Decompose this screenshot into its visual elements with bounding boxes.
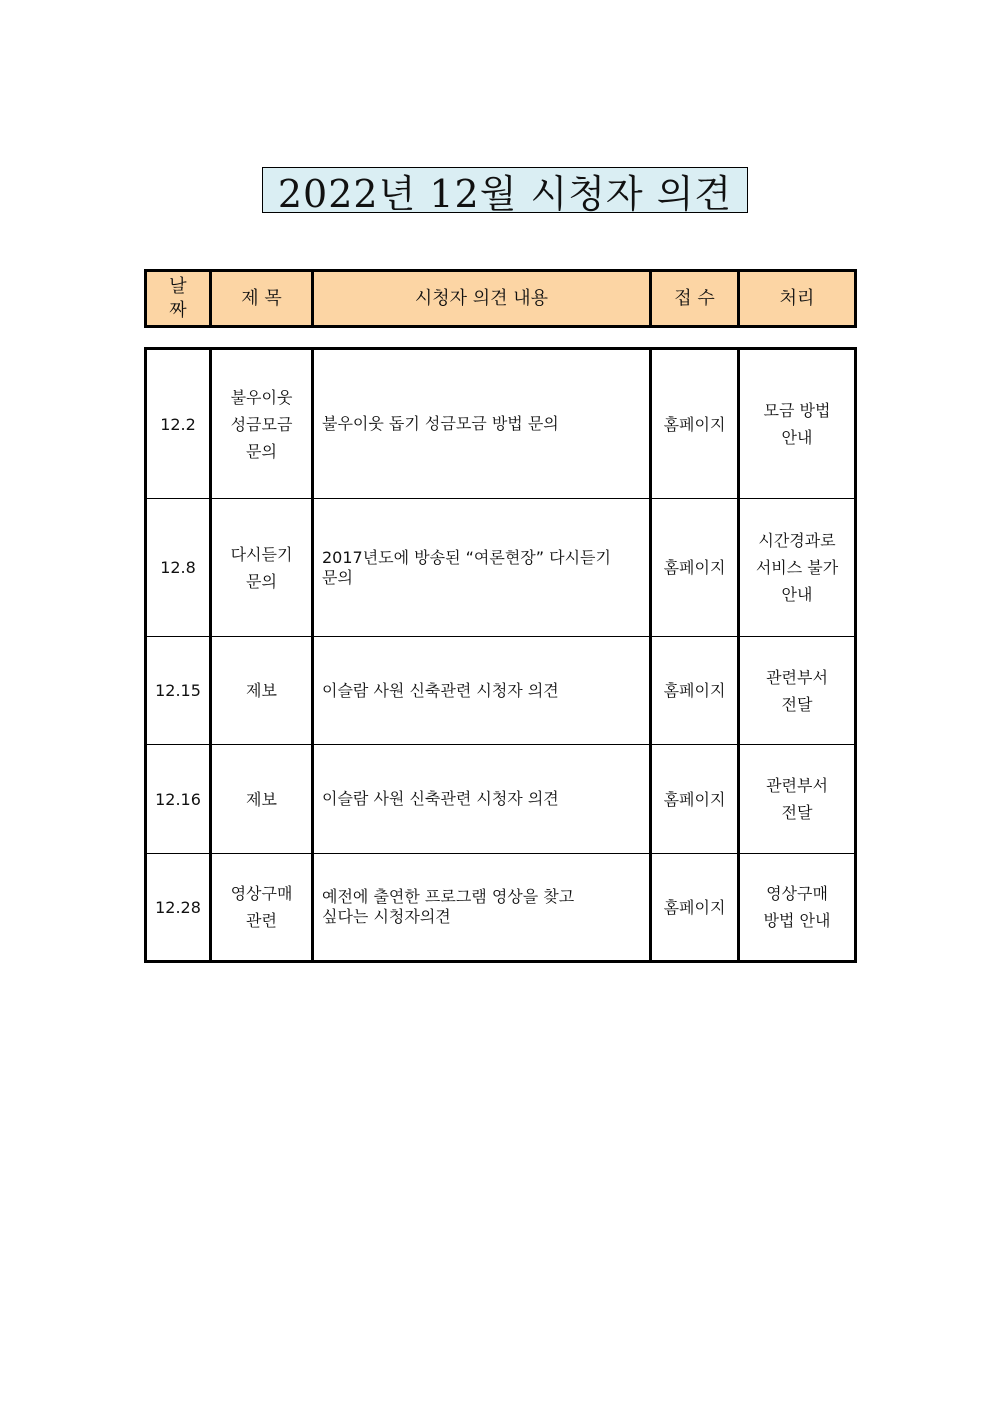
header-handling: 처리 xyxy=(739,271,856,327)
channel-cell: 홈페이지 xyxy=(651,854,739,962)
header-content: 시청자 의견 내용 xyxy=(313,271,651,327)
content-cell: 이슬람 사원 신축관련 시청자 의견 xyxy=(313,745,651,854)
date-cell: 12.2 xyxy=(146,349,211,499)
handling-cell: 관련부서 전달 xyxy=(739,745,856,854)
subject-cell: 영상구매 관련 xyxy=(211,854,313,962)
handling-cell: 모금 방법 안내 xyxy=(739,349,856,499)
content-cell: 불우이웃 돕기 성금모금 방법 문의 xyxy=(313,349,651,499)
date-cell: 12.15 xyxy=(146,637,211,745)
handling-cell: 시간경과로 서비스 불가 안내 xyxy=(739,499,856,637)
channel-cell: 홈페이지 xyxy=(651,637,739,745)
subject-cell: 제보 xyxy=(211,745,313,854)
channel-cell: 홈페이지 xyxy=(651,349,739,499)
table-header xyxy=(144,269,857,328)
content-cell: 이슬람 사원 신축관련 시청자 의견 xyxy=(313,637,651,745)
table-row xyxy=(146,349,856,499)
header-date: 날 짜 xyxy=(146,271,211,327)
header-channel: 접 수 xyxy=(651,271,739,327)
table-row xyxy=(146,854,856,962)
channel-cell: 홈페이지 xyxy=(651,745,739,854)
subject-cell: 다시듣기 문의 xyxy=(211,499,313,637)
table-row xyxy=(146,637,856,745)
content-cell: 2017년도에 방송된 “여론현장” 다시듣기 문의 xyxy=(313,499,651,637)
handling-cell: 관련부서 전달 xyxy=(739,637,856,745)
table-row xyxy=(146,745,856,854)
header-subject: 제 목 xyxy=(211,271,313,327)
date-cell: 12.8 xyxy=(146,499,211,637)
content-cell: 예전에 출연한 프로그램 영상을 찾고 싶다는 시청자의견 xyxy=(313,854,651,962)
date-cell: 12.16 xyxy=(146,745,211,854)
subject-cell: 불우이웃 성금모금 문의 xyxy=(211,349,313,499)
opinion-table xyxy=(144,347,857,963)
channel-cell: 홈페이지 xyxy=(651,499,739,637)
table-row xyxy=(146,499,856,637)
date-cell: 12.28 xyxy=(146,854,211,962)
handling-cell: 영상구매 방법 안내 xyxy=(739,854,856,962)
page-title: 2022년 12월 시청자 의견 xyxy=(262,167,748,213)
subject-cell: 제보 xyxy=(211,637,313,745)
